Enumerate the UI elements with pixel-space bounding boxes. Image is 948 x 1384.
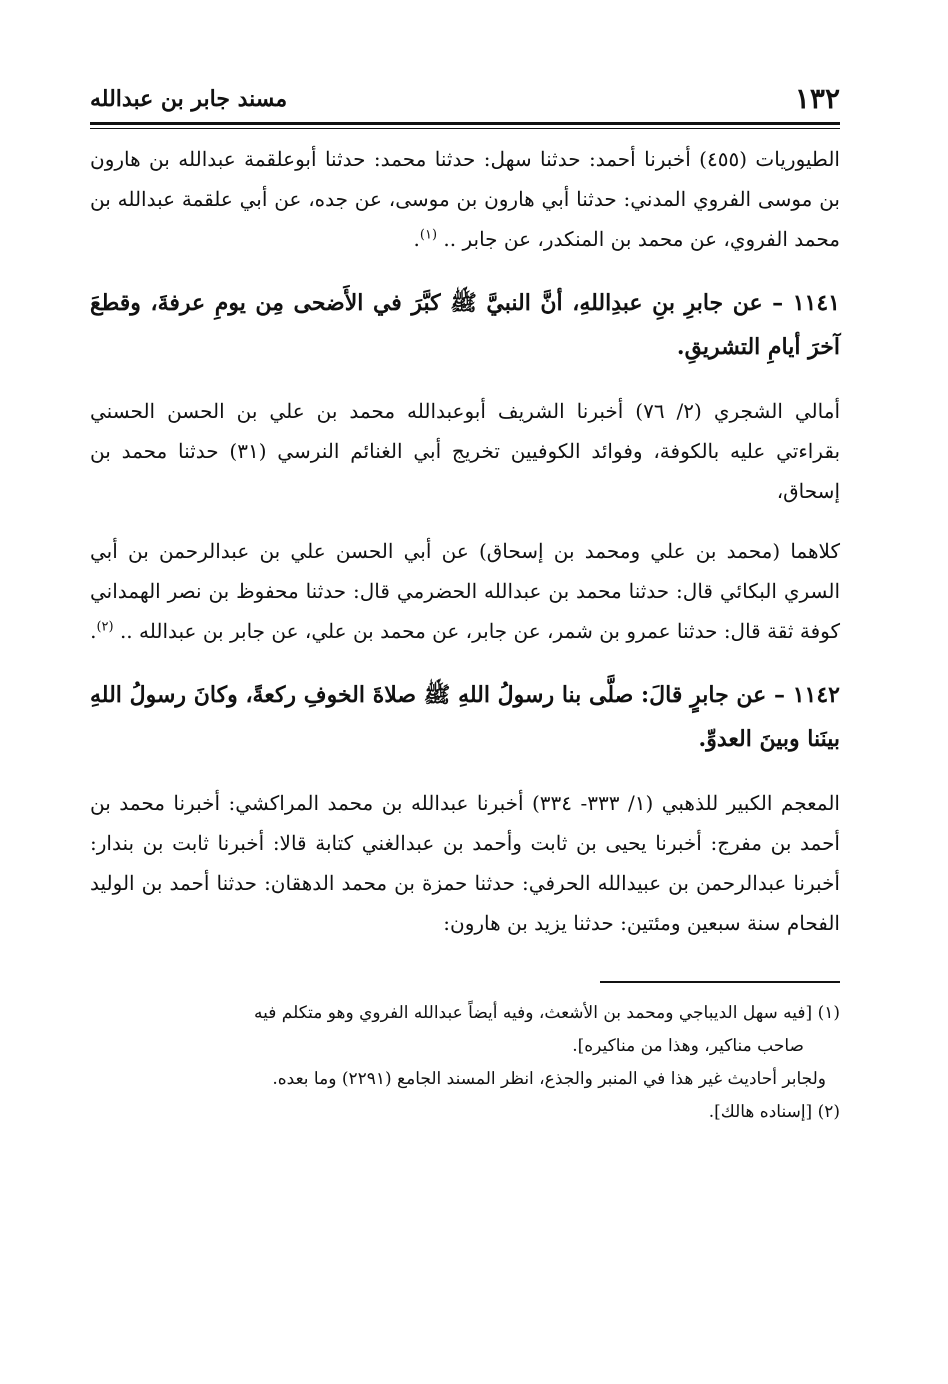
page (90, 80, 840, 1129)
footnote-ref-2: (٢) (96, 619, 114, 635)
source-paragraph-1141-a: أمالي الشجري (٢/ ٧٦) أخبرنا الشريف أبوعبدالله محمد بن علي بن الحسن الحسني بقراءتي عليه بالكوفة، وفوائد الكوفيين تخريج أبي الغنائم النرسي (٣١) حدثنا محمد بن إسحاق، (90, 399, 841, 503)
header-rule-thin (90, 128, 840, 129)
source-paragraph-1140: الطيوريات (٤٥٥) أخبرنا أحمد: حدثنا سهل: حدثنا محمد: حدثنا أبوعلقمة عبدالله بن هارون بن موسى الفروي المدني: حدثنا أبي هارون بن موسى، عن جده، عن أبي علقمة عبدالله بن محمد الفروي، عن محمد بن المنكدر، عن جابر .. $^{(١)}$. (90, 147, 840, 251)
page-header (90, 80, 840, 118)
footnote-1: (١) [فيه سهل الديباجي ومحمد بن الأشعث، وفيه أيضاً عبدالله الفروي وهو متكلم فيه (253, 1003, 840, 1023)
page-number: ١٣٢ (794, 82, 840, 115)
footnote-ref-1: (١) (419, 227, 438, 243)
hadith-1141: ١١٤١ – عن جابرِ بنِ عبدِاللهِ، أنَّ النبيَّ ﷺ كبَّرَ في الأَضحى مِن يومِ عرفةَ، وقطعَ آخرَ أيامِ التشريقِ. (90, 290, 840, 360)
header-rule (90, 122, 840, 125)
running-title: مسند جابر بن عبدالله (90, 86, 288, 112)
footnotes (90, 997, 840, 1129)
source-text: الطيوريات (٤٥٥) أخبرنا أحمد: حدثنا سهل: حدثنا محمد: حدثنا أبوعلقمة عبدالله بن هارون بن موسى الفروي المدني: حدثنا أبي هارون بن موسى، عن جده، عن أبي علقمة عبدالله بن محمد الفروي، عن محمد بن المنكدر، عن جابر .. (90, 147, 840, 251)
source-text: كلاهما (محمد بن علي ومحمد بن إسحاق) عن أبي الحسن علي بن عبدالرحمن بن أبي السري البكائي قال: حدثنا محمد بن عبدالله الحضرمي قال: حدثنا محفوظ بن نصر الهمداني كوفة ثقة قال: حدثنا عمرو بن شمر، عن جابر، عن محمد بن علي، عن جابر بن عبدالله .. (90, 539, 840, 643)
footnote-1-note: ولجابر أحاديث غير هذا في المنبر والجذع، انظر المسند الجامع (٢٢٩١) وما بعده. (272, 1069, 826, 1089)
footnote-1-continuation: صاحب مناكير، وهذا من مناكيره]. (572, 1036, 804, 1056)
footnote-2: (٢) [إسناده هالك]. (708, 1102, 840, 1122)
source-paragraph-1142: المعجم الكبير للذهبي (١/ ٣٣٣- ٣٣٤) أخبرنا عبدالله بن محمد المراكشي: أخبرنا محمد بن أحمد بن مفرج: أخبرنا يحيى بن ثابت وأحمد بن عبدالغني كتابة قالا: أخبرنا ثابت بن بندار: أخبرنا عبدالرحمن بن عبيدالله الحرفي: حدثنا حمزة بن محمد الدهقان: حدثنا أحمد بن الوليد الفحام سنة سبعين ومئتين: حدثنا يزيد بن هارون: (90, 791, 840, 935)
footnote-divider (600, 981, 840, 983)
source-paragraph-1141-b: كلاهما (محمد بن علي ومحمد بن إسحاق) عن أبي الحسن علي بن عبدالرحمن بن أبي السري البكائي قال: حدثنا محمد بن عبدالله الحضرمي قال: حدثنا محفوظ بن نصر الهمداني كوفة ثقة قال: حدثنا عمرو بن شمر، عن جابر، عن محمد بن علي، عن جابر بن عبدالله .. $^{(٢)}$. (90, 539, 840, 643)
hadith-1142: ١١٤٢ – عن جابرٍ قالَ: صلَّى بنا رسولُ اللهِ ﷺ صلاةَ الخوفِ ركعةً، وكانَ رسولُ اللهِ بينَنا وبينَ العدوِّ. (90, 682, 840, 752)
